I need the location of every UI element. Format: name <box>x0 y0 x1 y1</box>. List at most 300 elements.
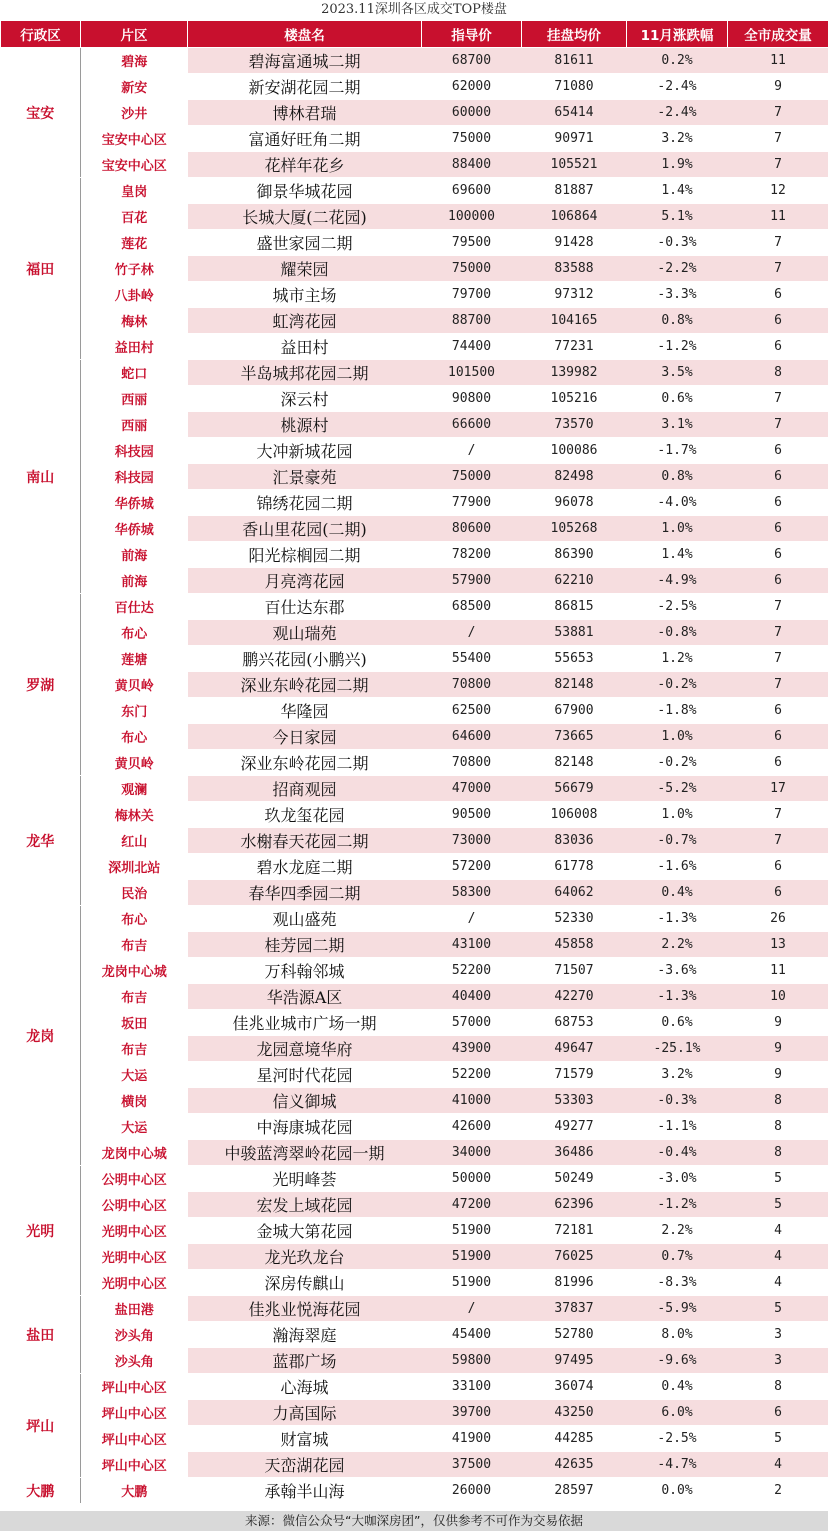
project-name-cell: 香山里花园(二期) <box>188 516 422 542</box>
listing-price-cell: 42270 <box>522 984 627 1010</box>
project-name-cell: 汇景豪苑 <box>188 464 422 490</box>
volume-cell: 6 <box>728 308 828 334</box>
guide-price-cell: 47000 <box>422 776 522 802</box>
project-name-cell: 春华四季园二期 <box>188 880 422 906</box>
project-name-cell: 碧水龙庭二期 <box>188 854 422 880</box>
volume-cell: 7 <box>728 126 828 152</box>
project-name-cell: 华浩源A区 <box>188 984 422 1010</box>
table-row <box>1 1478 828 1504</box>
project-name-cell: 佳兆业城市广场一期 <box>188 1010 422 1036</box>
volume-cell: 8 <box>728 360 828 386</box>
project-name-cell: 耀荣园 <box>188 256 422 282</box>
change-cell: -2.2% <box>627 256 728 282</box>
project-name-cell: 承翰半山海 <box>188 1478 422 1504</box>
change-cell: -0.7% <box>627 828 728 854</box>
project-name-cell: 阳光棕榈园二期 <box>188 542 422 568</box>
project-name-cell: 金城大第花园 <box>188 1218 422 1244</box>
listing-price-cell: 73665 <box>522 724 627 750</box>
guide-price-cell: / <box>422 906 522 932</box>
change-cell: -25.1% <box>627 1036 728 1062</box>
table-row <box>1 1140 828 1166</box>
table-row <box>1 1166 828 1192</box>
area-cell: 布吉 <box>81 932 188 958</box>
project-name-cell: 财富城 <box>188 1426 422 1452</box>
table-row <box>1 698 828 724</box>
listing-price-cell: 62210 <box>522 568 627 594</box>
area-cell: 光明中心区 <box>81 1270 188 1296</box>
change-cell: -0.2% <box>627 750 728 776</box>
area-cell: 百花 <box>81 204 188 230</box>
project-name-cell: 龙园意境华府 <box>188 1036 422 1062</box>
change-cell: -3.0% <box>627 1166 728 1192</box>
listing-price-cell: 82148 <box>522 672 627 698</box>
guide-price-cell: 42600 <box>422 1114 522 1140</box>
area-cell: 西丽 <box>81 412 188 438</box>
project-name-cell: 观山瑞苑 <box>188 620 422 646</box>
project-name-cell: 水榭春天花园二期 <box>188 828 422 854</box>
volume-cell: 12 <box>728 178 828 204</box>
change-cell: 5.1% <box>627 204 728 230</box>
table-row <box>1 958 828 984</box>
volume-cell: 8 <box>728 1088 828 1114</box>
col-header-area: 片区 <box>81 21 188 48</box>
guide-price-cell: 69600 <box>422 178 522 204</box>
area-cell: 观澜 <box>81 776 188 802</box>
volume-cell: 6 <box>728 464 828 490</box>
table-row <box>1 880 828 906</box>
project-name-cell: 御景华城花园 <box>188 178 422 204</box>
guide-price-cell: 58300 <box>422 880 522 906</box>
guide-price-cell: 40400 <box>422 984 522 1010</box>
table-row <box>1 412 828 438</box>
area-cell: 龙岗中心城 <box>81 958 188 984</box>
change-cell: 3.2% <box>627 126 728 152</box>
col-header-project: 楼盘名 <box>188 21 422 48</box>
listing-price-cell: 76025 <box>522 1244 627 1270</box>
project-name-cell: 中海康城花园 <box>188 1114 422 1140</box>
table-row <box>1 256 828 282</box>
table-row <box>1 802 828 828</box>
table-row <box>1 100 828 126</box>
volume-cell: 4 <box>728 1218 828 1244</box>
change-cell: -0.4% <box>627 1140 728 1166</box>
col-header-listing-price: 挂盘均价 <box>522 21 627 48</box>
district-cell: 龙岗 <box>1 906 81 1166</box>
listing-price-cell: 64062 <box>522 880 627 906</box>
listing-price-cell: 49647 <box>522 1036 627 1062</box>
col-header-volume: 全市成交量 <box>728 21 828 48</box>
change-cell: 0.4% <box>627 880 728 906</box>
area-cell: 坪山中心区 <box>81 1400 188 1426</box>
district-cell: 龙华 <box>1 776 81 906</box>
listing-price-cell: 106864 <box>522 204 627 230</box>
change-cell: 1.9% <box>627 152 728 178</box>
listing-price-cell: 65414 <box>522 100 627 126</box>
volume-cell: 9 <box>728 1062 828 1088</box>
table-row <box>1 620 828 646</box>
area-cell: 科技园 <box>81 438 188 464</box>
table-row <box>1 1296 828 1322</box>
table-row <box>1 48 828 74</box>
change-cell: 3.2% <box>627 1062 728 1088</box>
guide-price-cell: 51900 <box>422 1218 522 1244</box>
project-name-cell: 百仕达东郡 <box>188 594 422 620</box>
listing-price-cell: 97312 <box>522 282 627 308</box>
area-cell: 红山 <box>81 828 188 854</box>
table-row <box>1 282 828 308</box>
table-row <box>1 152 828 178</box>
listing-price-cell: 100086 <box>522 438 627 464</box>
change-cell: -3.3% <box>627 282 728 308</box>
change-cell: -0.3% <box>627 1088 728 1114</box>
volume-cell: 17 <box>728 776 828 802</box>
volume-cell: 5 <box>728 1166 828 1192</box>
area-cell: 大鹏 <box>81 1478 188 1504</box>
table-row <box>1 750 828 776</box>
listing-price-cell: 36074 <box>522 1374 627 1400</box>
table-row <box>1 568 828 594</box>
listing-price-cell: 71579 <box>522 1062 627 1088</box>
table-row <box>1 1218 828 1244</box>
project-name-cell: 万科翰邻城 <box>188 958 422 984</box>
area-cell: 莲塘 <box>81 646 188 672</box>
change-cell: -1.8% <box>627 698 728 724</box>
guide-price-cell: 79700 <box>422 282 522 308</box>
change-cell: -9.6% <box>627 1348 728 1374</box>
guide-price-cell: 79500 <box>422 230 522 256</box>
change-cell: 6.0% <box>627 1400 728 1426</box>
area-cell: 八卦岭 <box>81 282 188 308</box>
guide-price-cell: 26000 <box>422 1478 522 1504</box>
change-cell: 1.0% <box>627 724 728 750</box>
guide-price-cell: 51900 <box>422 1244 522 1270</box>
volume-cell: 5 <box>728 1426 828 1452</box>
table-row <box>1 984 828 1010</box>
area-cell: 皇岗 <box>81 178 188 204</box>
project-name-cell: 信义御城 <box>188 1088 422 1114</box>
guide-price-cell: 34000 <box>422 1140 522 1166</box>
project-name-cell: 盛世家园二期 <box>188 230 422 256</box>
table-row <box>1 724 828 750</box>
guide-price-cell: 88700 <box>422 308 522 334</box>
area-cell: 坪山中心区 <box>81 1374 188 1400</box>
project-name-cell: 月亮湾花园 <box>188 568 422 594</box>
volume-cell: 7 <box>728 152 828 178</box>
guide-price-cell: 90500 <box>422 802 522 828</box>
volume-cell: 9 <box>728 74 828 100</box>
change-cell: -3.6% <box>627 958 728 984</box>
guide-price-cell: 41900 <box>422 1426 522 1452</box>
volume-cell: 6 <box>728 698 828 724</box>
table-row <box>1 126 828 152</box>
district-cell: 大鹏 <box>1 1478 81 1504</box>
area-cell: 横岗 <box>81 1088 188 1114</box>
listing-price-cell: 56679 <box>522 776 627 802</box>
table-row <box>1 1244 828 1270</box>
table-row <box>1 1036 828 1062</box>
guide-price-cell: 33100 <box>422 1374 522 1400</box>
area-cell: 公明中心区 <box>81 1166 188 1192</box>
area-cell: 盐田港 <box>81 1296 188 1322</box>
listing-price-cell: 55653 <box>522 646 627 672</box>
listing-price-cell: 97495 <box>522 1348 627 1374</box>
district-cell: 南山 <box>1 360 81 594</box>
change-cell: -2.5% <box>627 1426 728 1452</box>
guide-price-cell: 78200 <box>422 542 522 568</box>
guide-price-cell: 45400 <box>422 1322 522 1348</box>
area-cell: 华侨城 <box>81 516 188 542</box>
guide-price-cell: 62000 <box>422 74 522 100</box>
volume-cell: 8 <box>728 1374 828 1400</box>
volume-cell: 4 <box>728 1452 828 1478</box>
area-cell: 布吉 <box>81 984 188 1010</box>
change-cell: 0.8% <box>627 464 728 490</box>
volume-cell: 7 <box>728 828 828 854</box>
change-cell: -1.3% <box>627 984 728 1010</box>
guide-price-cell: 52200 <box>422 1062 522 1088</box>
listing-price-cell: 49277 <box>522 1114 627 1140</box>
guide-price-cell: 75000 <box>422 126 522 152</box>
volume-cell: 7 <box>728 646 828 672</box>
source-footer: 来源：微信公众号“大咖深房团”，仅供参考不可作为交易依据 <box>0 1511 828 1531</box>
project-name-cell: 天峦湖花园 <box>188 1452 422 1478</box>
project-name-cell: 心海城 <box>188 1374 422 1400</box>
table-row <box>1 1270 828 1296</box>
col-header-guide-price: 指导价 <box>422 21 522 48</box>
guide-price-cell: 80600 <box>422 516 522 542</box>
volume-cell: 7 <box>728 230 828 256</box>
project-name-cell: 深业东岭花园二期 <box>188 750 422 776</box>
change-cell: 2.2% <box>627 932 728 958</box>
volume-cell: 6 <box>728 854 828 880</box>
project-name-cell: 半岛城邦花园二期 <box>188 360 422 386</box>
guide-price-cell: 66600 <box>422 412 522 438</box>
guide-price-cell: 68700 <box>422 48 522 74</box>
table-row <box>1 230 828 256</box>
listing-price-cell: 52780 <box>522 1322 627 1348</box>
guide-price-cell: 100000 <box>422 204 522 230</box>
col-header-change: 11月涨跌幅 <box>627 21 728 48</box>
project-name-cell: 蓝郡广场 <box>188 1348 422 1374</box>
table-row <box>1 1192 828 1218</box>
listing-price-cell: 105216 <box>522 386 627 412</box>
guide-price-cell: / <box>422 620 522 646</box>
volume-cell: 7 <box>728 672 828 698</box>
guide-price-cell: 68500 <box>422 594 522 620</box>
project-name-cell: 碧海富通城二期 <box>188 48 422 74</box>
listing-price-cell: 105521 <box>522 152 627 178</box>
table-row <box>1 594 828 620</box>
volume-cell: 11 <box>728 204 828 230</box>
change-cell: 1.0% <box>627 802 728 828</box>
listing-price-cell: 52330 <box>522 906 627 932</box>
table-row <box>1 464 828 490</box>
change-cell: 1.0% <box>627 516 728 542</box>
listing-price-cell: 96078 <box>522 490 627 516</box>
project-name-cell: 力高国际 <box>188 1400 422 1426</box>
guide-price-cell: 57200 <box>422 854 522 880</box>
change-cell: -0.2% <box>627 672 728 698</box>
project-name-cell: 益田村 <box>188 334 422 360</box>
volume-cell: 6 <box>728 516 828 542</box>
guide-price-cell: 39700 <box>422 1400 522 1426</box>
project-name-cell: 富通好旺角二期 <box>188 126 422 152</box>
guide-price-cell: 70800 <box>422 750 522 776</box>
listing-price-cell: 77231 <box>522 334 627 360</box>
guide-price-cell: 64600 <box>422 724 522 750</box>
guide-price-cell: 51900 <box>422 1270 522 1296</box>
district-cell: 罗湖 <box>1 594 81 776</box>
table-row <box>1 1088 828 1114</box>
area-cell: 科技园 <box>81 464 188 490</box>
area-cell: 竹子林 <box>81 256 188 282</box>
table-title: 2023.11深圳各区成交TOP楼盘 <box>321 2 507 17</box>
area-cell: 坪山中心区 <box>81 1426 188 1452</box>
table-row <box>1 906 828 932</box>
guide-price-cell: 88400 <box>422 152 522 178</box>
change-cell: 0.2% <box>627 48 728 74</box>
listing-price-cell: 45858 <box>522 932 627 958</box>
change-cell: -8.3% <box>627 1270 728 1296</box>
table-row <box>1 1452 828 1478</box>
volume-cell: 6 <box>728 334 828 360</box>
volume-cell: 4 <box>728 1270 828 1296</box>
guide-price-cell: 43900 <box>422 1036 522 1062</box>
area-cell: 莲花 <box>81 230 188 256</box>
table-row <box>1 828 828 854</box>
listing-price-cell: 62396 <box>522 1192 627 1218</box>
volume-cell: 3 <box>728 1322 828 1348</box>
guide-price-cell: 41000 <box>422 1088 522 1114</box>
guide-price-cell: 74400 <box>422 334 522 360</box>
listing-price-cell: 42635 <box>522 1452 627 1478</box>
area-cell: 光明中心区 <box>81 1218 188 1244</box>
change-cell: 0.6% <box>627 386 728 412</box>
table-row <box>1 932 828 958</box>
table-row <box>1 204 828 230</box>
project-name-cell: 玖龙玺花园 <box>188 802 422 828</box>
guide-price-cell: 77900 <box>422 490 522 516</box>
area-cell: 华侨城 <box>81 490 188 516</box>
volume-cell: 6 <box>728 568 828 594</box>
listing-price-cell: 86815 <box>522 594 627 620</box>
table-row <box>1 1114 828 1140</box>
volume-cell: 11 <box>728 958 828 984</box>
table-row <box>1 334 828 360</box>
table-row <box>1 776 828 802</box>
area-cell: 光明中心区 <box>81 1244 188 1270</box>
guide-price-cell: 50000 <box>422 1166 522 1192</box>
area-cell: 西丽 <box>81 386 188 412</box>
area-cell: 民治 <box>81 880 188 906</box>
table-row <box>1 438 828 464</box>
project-name-cell: 花样年花乡 <box>188 152 422 178</box>
table-row <box>1 646 828 672</box>
table-row <box>1 178 828 204</box>
table-body <box>1 48 828 1504</box>
change-cell: 2.2% <box>627 1218 728 1244</box>
guide-price-cell: / <box>422 438 522 464</box>
guide-price-cell: / <box>422 1296 522 1322</box>
volume-cell: 7 <box>728 620 828 646</box>
project-name-cell: 中骏蓝湾翠岭花园一期 <box>188 1140 422 1166</box>
volume-cell: 7 <box>728 594 828 620</box>
listing-price-cell: 83588 <box>522 256 627 282</box>
guide-price-cell: 75000 <box>422 464 522 490</box>
volume-cell: 6 <box>728 750 828 776</box>
volume-cell: 7 <box>728 412 828 438</box>
volume-cell: 7 <box>728 256 828 282</box>
guide-price-cell: 43100 <box>422 932 522 958</box>
area-cell: 蛇口 <box>81 360 188 386</box>
table-row <box>1 854 828 880</box>
area-cell: 深圳北站 <box>81 854 188 880</box>
volume-cell: 8 <box>728 1114 828 1140</box>
volume-cell: 7 <box>728 100 828 126</box>
table-row <box>1 386 828 412</box>
area-cell: 沙头角 <box>81 1322 188 1348</box>
change-cell: 0.8% <box>627 308 728 334</box>
guide-price-cell: 59800 <box>422 1348 522 1374</box>
guide-price-cell: 73000 <box>422 828 522 854</box>
project-name-cell: 深云村 <box>188 386 422 412</box>
listing-price-cell: 104165 <box>522 308 627 334</box>
volume-cell: 5 <box>728 1192 828 1218</box>
change-cell: -4.9% <box>627 568 728 594</box>
guide-price-cell: 37500 <box>422 1452 522 1478</box>
volume-cell: 3 <box>728 1348 828 1374</box>
area-cell: 百仕达 <box>81 594 188 620</box>
project-name-cell: 观山盛苑 <box>188 906 422 932</box>
change-cell: 0.7% <box>627 1244 728 1270</box>
area-cell: 梅林 <box>81 308 188 334</box>
change-cell: -1.1% <box>627 1114 728 1140</box>
project-name-cell: 佳兆业悦海花园 <box>188 1296 422 1322</box>
project-name-cell: 深业东岭花园二期 <box>188 672 422 698</box>
guide-price-cell: 52200 <box>422 958 522 984</box>
project-name-cell: 虹湾花园 <box>188 308 422 334</box>
change-cell: 1.4% <box>627 542 728 568</box>
guide-price-cell: 75000 <box>422 256 522 282</box>
volume-cell: 6 <box>728 880 828 906</box>
volume-cell: 5 <box>728 1296 828 1322</box>
area-cell: 新安 <box>81 74 188 100</box>
table-row <box>1 1374 828 1400</box>
change-cell: -1.6% <box>627 854 728 880</box>
guide-price-cell: 60000 <box>422 100 522 126</box>
listing-price-cell: 36486 <box>522 1140 627 1166</box>
change-cell: 3.5% <box>627 360 728 386</box>
guide-price-cell: 47200 <box>422 1192 522 1218</box>
area-cell: 梅林关 <box>81 802 188 828</box>
area-cell: 大运 <box>81 1114 188 1140</box>
listings-table <box>0 20 828 1504</box>
listing-price-cell: 106008 <box>522 802 627 828</box>
change-cell: -2.4% <box>627 74 728 100</box>
area-cell: 龙岗中心城 <box>81 1140 188 1166</box>
project-name-cell: 桂芳园二期 <box>188 932 422 958</box>
project-name-cell: 招商观园 <box>188 776 422 802</box>
change-cell: -5.9% <box>627 1296 728 1322</box>
listing-price-cell: 53881 <box>522 620 627 646</box>
table-row <box>1 516 828 542</box>
change-cell: -4.0% <box>627 490 728 516</box>
guide-price-cell: 62500 <box>422 698 522 724</box>
listing-price-cell: 72181 <box>522 1218 627 1244</box>
listing-price-cell: 91428 <box>522 230 627 256</box>
change-cell: -2.5% <box>627 594 728 620</box>
listing-price-cell: 82148 <box>522 750 627 776</box>
